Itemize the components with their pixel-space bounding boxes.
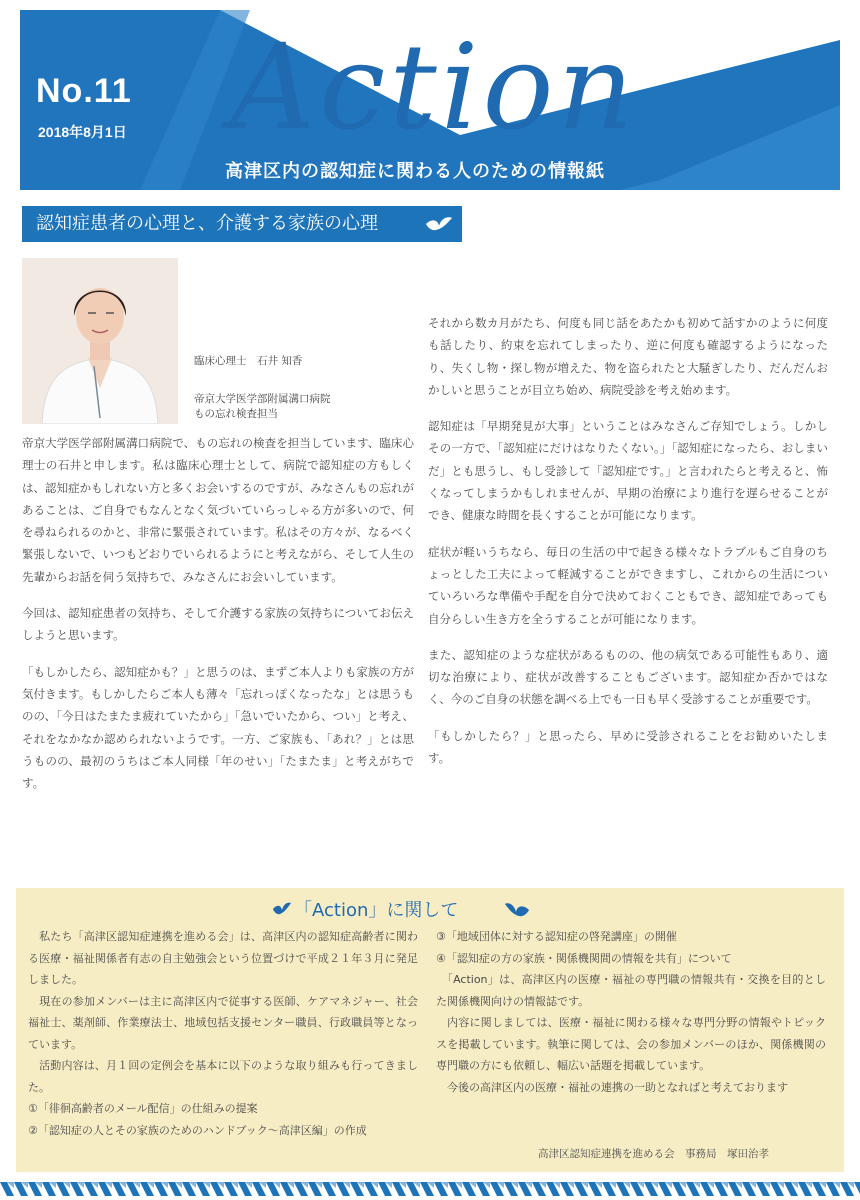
author-affiliation — [194, 392, 331, 422]
issue-number: No.11 — [36, 72, 132, 110]
about-paragraph: 私たち「高津区認知症連携を進める会」は、高津区内の認知症高齢者に関わる医療・福祉関係者有志の自主勉強会という位置づけで平成２１年３月に発足しました。 — [28, 930, 418, 986]
bird-icon — [504, 900, 530, 920]
article-left-column — [22, 432, 414, 808]
about-paragraph: ①「徘徊高齢者のメール配信」の仕組みの提案 — [28, 1102, 258, 1115]
masthead — [20, 10, 840, 190]
article-right-column — [428, 312, 828, 783]
article-paragraph: 「もしかしたら？」と思ったら、早めに受診されることをお勧めいたします。 — [428, 728, 828, 766]
author-photo — [22, 258, 178, 424]
decorative-border — [0, 1178, 860, 1200]
about-right-column — [436, 926, 826, 1098]
author-name: 臨床心理士 石井 知香 — [194, 355, 303, 367]
about-paragraph: 「Action」は、高津区内の医療・福祉の専門職の情報共有・交換を目的とした関係機関向けの情報誌です。 — [436, 973, 826, 1008]
about-paragraph: 今後の高津区内の医療・福祉の連携の一助となればと考えております — [436, 1080, 788, 1094]
author-affiliation-hospital: 帝京大学医学部附属溝口病院 — [194, 393, 331, 405]
about-paragraph: ④「認知症の方の家族・関係機関間の情報を共有」について — [436, 951, 732, 965]
about-paragraph: 現在の参加メンバーは主に高津区内で従事する医師、ケアマネジャー、社会福祉士、薬剤師、作業療法士、地域包括支援センター職員、行政職員等となっています。 — [28, 994, 418, 1051]
about-left-column — [28, 926, 418, 1141]
article-paragraph: 認知症は「早期発見が大事」ということはみなさんご存知でしょう。しかしその一方で、「認知症にだけはなりたくない。」「認知症になったら、おしまいだ」とも思うし、もし受診して「認知症です。」と言われたらと考えると、怖くなってしまうかもしれませんが、早期の治療により進行を遅らせることができ、健康な時間を長くすることが可能になります。 — [428, 419, 828, 523]
article-paragraph: 症状が軽いうちなら、毎日の生活の中で起きる様々なトラブルもご自身のちょっとした工夫によって軽減することができますし、これからの生活についていろいろな準備や手配を自分で決めておくこともでき、認知症であっても自分らしい生き方を全うすることが可能になります。 — [428, 544, 828, 626]
article-paragraph: 帝京大学医学部附属溝口病院で、もの忘れの検査を担当しています、臨床心理士の石井と申します。私は臨床心理士として、病院で認知症の方もしくは、認知症かもしれない方と多くお会いするのですが、みなさんもの忘れがあることは、ご自身でもなんとなく気づいていらっしゃる方が多いので、何を尋ねられるのかと、非常に緊張されています。私はその方々が、なるべく緊張しないで、いつもどおりでいられるようにと考えながら、そして人生の先輩からお話を伺う気持ちで、みなさんにお会いしています。 — [22, 436, 414, 584]
about-paragraph: ③「地域団体に対する認知症の啓発講座」の開催 — [436, 930, 677, 943]
article-paragraph: 今回は、認知症患者の気持ち、そして介護する家族の気持ちについてお伝えしようと思います。 — [22, 606, 414, 643]
newsletter-title: Action — [230, 18, 638, 156]
issue-date: 2018年8月1日 — [38, 124, 127, 140]
article-paragraph: 「もしかしたら、認知症かも？」と思うのは、まずご本人よりも家族の方が気付きます。もしかしたらご本人も薄々「忘れっぽくなったな」とは思うものの、「今日はたまたま疲れていたから」「急いでいたから、つい」と考え、それをなかなか認められないようです。一方、ご家族も、「あれ？」とは思うものの、最初のうちはご本人同様「年のせい」「たまたま」と考えがちです。 — [22, 664, 414, 791]
article-paragraph: それから数カ月がたち、何度も同じ話をあたかも初めて話すかのように何度も話したり、約束を忘れてしまったり、逆に何度も確認するようになったり、失くし物・探し物が増えた、物を盗られたと大騒ぎしたり、だんだんおかしいと思うことが目立ち始め、病院受診を考え始めます。 — [428, 316, 828, 397]
bird-icon — [272, 900, 292, 918]
newsletter-subtitle: 高津区内の認知症に関わる人のための情報紙 — [225, 161, 605, 182]
article-heading-text: 認知症患者の心理と、介護する家族の心理 — [36, 213, 378, 234]
about-signature: 高津区認知症連携を進める会 事務局 塚田治孝 — [538, 1148, 769, 1160]
about-title-text: 「Action」に関して — [294, 900, 459, 921]
about-paragraph: 活動内容は、月１回の定例会を基本に以下のような取り組みも行ってきました。 — [28, 1059, 418, 1094]
bird-icon — [424, 214, 454, 234]
about-title — [272, 894, 532, 924]
article-paragraph: また、認知症のような症状があるものの、他の病気である可能性もあり、適切な治療により、症状が改善することもございます。認知症か否かではなく、今のご自身の状態を調べる上でも一日も早く受診することが重要です。 — [428, 647, 828, 707]
about-paragraph: 内容に関しましては、医療・福祉に関わる様々な専門分野の情報やトピックスを掲載しています。執筆に関しては、会の参加メンバーのほか、関係機関の専門職の方にも依頼し、幅広い話題を掲載しています。 — [436, 1016, 826, 1072]
author-affiliation-role: もの忘れ検査担当 — [194, 408, 278, 420]
about-paragraph: ②「認知症の人とその家族のためのハンドブック～高津区編」の作成 — [28, 1123, 367, 1137]
article-heading — [22, 206, 462, 242]
